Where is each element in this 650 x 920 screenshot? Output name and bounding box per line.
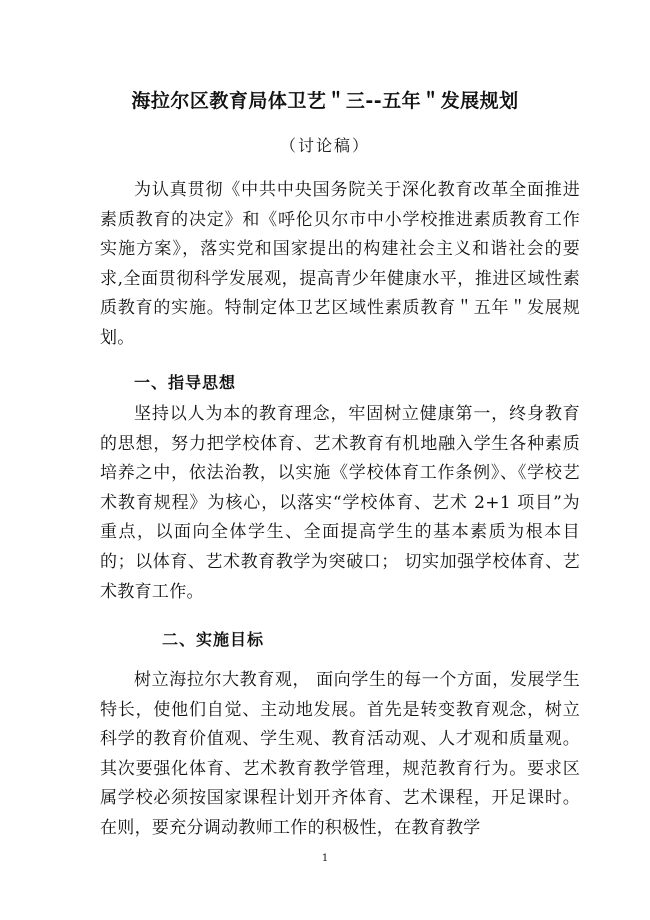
- section-paragraph-implementation-goals: 树立海拉尔大教育观， 面向学生的每一个方面，发展学生特长，使他们自觉、主动地发展。首先是转变教育观念，树立科学的教育价值观、学生观、教育活动观、人才观和质量观。其次要强化体育、艺术教育教学管理，规范教育行为。要求区属学校必须按国家课程计划开齐体育、艺术课程，开足课时。在则，要充分调动教师工作的积极性，在教育教学: [100, 670, 580, 838]
- section-heading-implementation-goals: 二、实施目标: [162, 630, 265, 649]
- document-subtitle: （讨论稿）: [279, 136, 370, 155]
- document-title: 海拉尔区教育局体卫艺＂三--五年＂发展规划: [131, 90, 519, 112]
- intro-paragraph: 为认真贯彻《中共中央国务院关于深化教育改革全面推进素质教育的决定》和《呼伦贝尔市中小学校推进素质教育工作实施方案》，落实党和国家提出的构建社会主义和谐社会的要求,全面贯彻科学发展观，提高青少年健康水平，推进区域性素质教育的实施。特制定体卫艺区域性素质教育＂五年＂发展规划。: [100, 180, 580, 348]
- page-number: 1: [321, 853, 329, 864]
- section-heading-guiding-thought: 一、指导思想: [134, 373, 237, 392]
- section-paragraph-guiding-thought: 坚持以人为本的教育理念，牢固树立健康第一，终身教育的思想，努力把学校体育、艺术教育有机地融入学生各种素质培养之中，依法治教，以实施《学校体育工作条例》、《学校艺术教育规程》为核心，以落实“学校体育、艺术 2+1 项目”为重点，以面向全体学生、全面提高学生的基本素质为根本目的；以体育、艺术教育教学为突破口； 切实加强学校体育、艺术教育工作。: [100, 404, 580, 602]
